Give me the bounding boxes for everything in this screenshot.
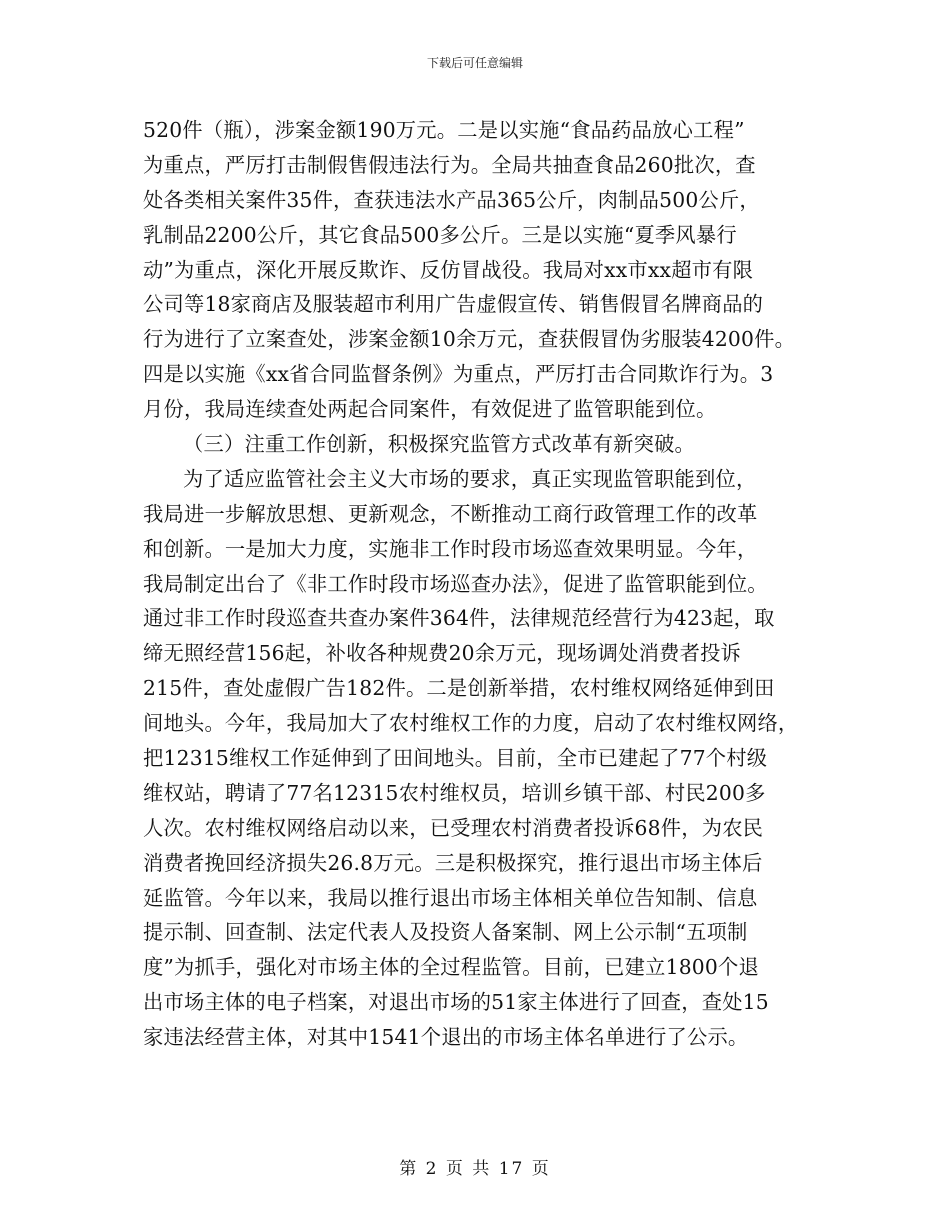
page-footer: 第 2 页 共 17 页 (399, 1159, 551, 1179)
text-line: 通过非工作时段巡查共查办案件364件，法律规范经营行为423起，取 (143, 606, 775, 631)
text-line: 行为进行了立案查处，涉案金额10余万元，查获假冒伪劣服装4200件。 (143, 327, 796, 352)
text-line: 缔无照经营156起，补收各种规费20余万元，现场调处消费者投诉 (143, 641, 742, 666)
text-line: 动”为重点，深化开展反欺诈、反仿冒战役。我局对xx市xx超市有限 (143, 257, 754, 282)
text-line: 维权站，聘请了77名12315农村维权员，培训乡镇干部、村民200多 (143, 780, 766, 805)
text-line: 为重点，严厉打击制假售假违法行为。全局共抽查食品260批次，查 (143, 152, 756, 177)
text-line: 处各类相关案件35件，查获违法水产品365公斤，肉制品500公斤， (143, 187, 760, 212)
text-line: 四是以实施《xx省合同监督条例》为重点，严厉打击合同欺诈行为。3 (143, 362, 774, 387)
text-line: 度”为抓手，强化对市场主体的全过程监管。目前，已建立1800个退 (143, 955, 759, 980)
text-line: 和创新。一是加大力度，实施非工作时段市场巡查效果明显。今年， (143, 536, 758, 561)
body-text (143, 113, 823, 1055)
text-line: 人次。农村维权网络启动以来，已受理农村消费者投诉68件，为农民 (143, 815, 764, 840)
text-line: 我局进一步解放思想、更新观念，不断推动工商行政管理工作的改革 (143, 501, 758, 526)
text-line: 把12315维权工作延伸到了田间地头。目前，全市已建起了77个村级 (143, 746, 768, 771)
text-line: 延监管。今年以来，我局以推行退出市场主体相关单位告知制、信息 (143, 885, 758, 910)
page-header: 下载后可任意编辑 (426, 56, 523, 70)
text-line: 公司等18家商店及服装超市利用广告虚假宣传、销售假冒名牌商品的 (143, 292, 764, 317)
text-line: 520件（瓶），涉案金额190万元。二是以实施“食品药品放心工程” (143, 118, 745, 142)
section-heading: （三）注重工作创新，积极探究监管方式改革有新突破。 (183, 432, 696, 457)
text-line: 间地头。今年，我局加大了农村维权工作的力度，启动了农村维权网络， (143, 711, 799, 736)
text-line: 消费者挽回经济损失26.8万元。三是积极探究，推行退出市场主体后 (143, 850, 763, 875)
text-line: 月份，我局连续查处两起合同案件，有效促进了监管职能到位。 (143, 397, 717, 422)
text-line: 乳制品2200公斤，其它食品500多公斤。三是以实施“夏季风暴行 (143, 222, 737, 247)
text-line: 为了适应监管社会主义大市场的要求，真正实现监管职能到位， (183, 466, 757, 491)
text-line: 家违法经营主体，对其中1541个退出的市场主体名单进行了公示。 (143, 1025, 749, 1050)
text-line: 提示制、回查制、法定代表人及投资人备案制、网上公示制“五项制 (143, 920, 748, 945)
text-line: 出市场主体的电子档案，对退出市场的51家主体进行了回查，查处15 (143, 990, 769, 1015)
text-line: 215件，查处虚假广告182件。二是创新举措，农村维权网络延伸到田 (143, 676, 775, 701)
text-line: 我局制定出台了《非工作时段市场巡查办法》，促进了监管职能到位。 (143, 571, 768, 596)
